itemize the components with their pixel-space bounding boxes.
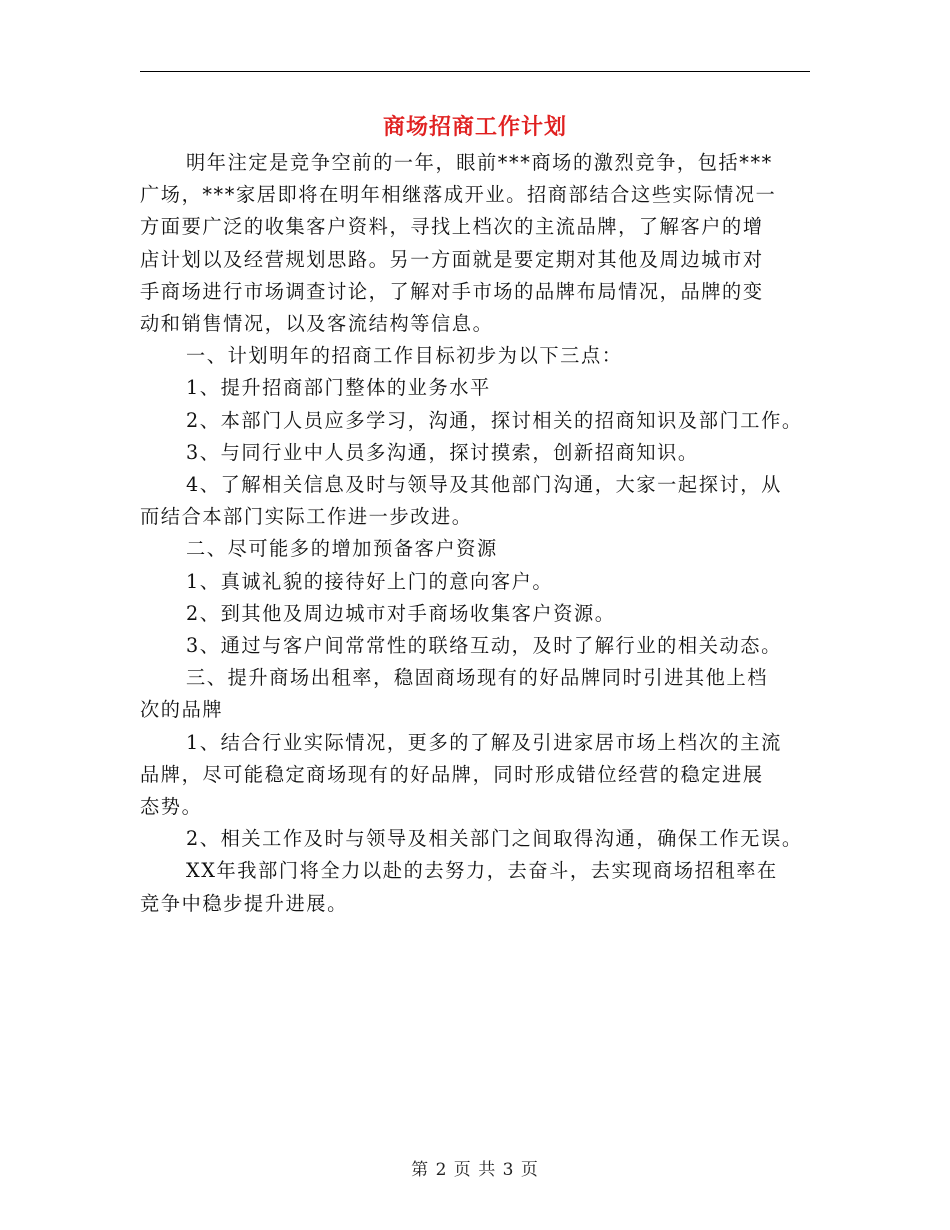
paragraph [140,630,815,662]
paragraph [140,566,815,598]
header-rule [140,71,810,72]
paragraph [140,823,815,855]
paragraph-line: 3、通过与客户间常常性的联络互动，及时了解行业的相关动态。 [186,634,782,658]
paragraph-line: 一、计划明年的招商工作目标初步为以下三点： [186,344,623,368]
paragraph-line: 三、提升商场出租率，稳固商场现有的好品牌同时引进其他上档 [186,666,769,690]
paragraph-line: XX年我部门将全力以赴的去努力，去奋斗，去实现商场招租率在 [186,859,778,883]
paragraph [140,469,815,533]
paragraph [140,855,815,919]
page-footer: 第 2 页 共 3 页 [411,1160,539,1180]
paragraph-line: 态势。 [140,795,203,819]
paragraph-line: 次的品牌 [140,698,224,722]
paragraph-line: 而结合本部门实际工作进一步改进。 [140,505,473,529]
paragraph-line: 4、了解相关信息及时与领导及其他部门沟通，大家一起探讨，从 [186,473,782,497]
paragraph-line: 竞争中稳步提升进展。 [140,891,348,915]
paragraph-line: 1、真诚礼貌的接待好上门的意向客户。 [186,569,554,593]
paragraph-line: 动和销售情况，以及客流结构等信息。 [140,312,494,336]
paragraph-line: 1、提升招商部门整体的业务水平 [186,376,491,400]
paragraph [140,598,815,630]
paragraph [140,340,815,372]
paragraph-line: 店计划以及经营规划思路。另一方面就是要定期对其他及周边城市对 [140,247,764,271]
paragraph [140,147,815,340]
paragraph-line: 广场，***家居即将在明年相继落成开业。招商部结合这些实际情况一 [140,183,777,207]
paragraph-line: 手商场进行市场调查讨论，了解对手市场的品牌布局情况，品牌的变 [140,279,764,303]
paragraph-line: 2、到其他及周边城市对手商场收集客户资源。 [186,601,616,625]
paragraph [140,727,815,824]
paragraph [140,372,815,404]
paragraph-line: 1、结合行业实际情况，更多的了解及引进家居市场上档次的主流 [186,730,782,754]
paragraph [140,662,815,726]
paragraph-line: 方面要广泛的收集客户资料，寻找上档次的主流品牌，了解客户的增 [140,215,764,239]
paragraph [140,405,815,437]
paragraph-line: 2、本部门人员应多学习，沟通，探讨相关的招商知识及部门工作。 [186,408,803,432]
paragraph [140,533,815,565]
paragraph-line: 3、与同行业中人员多沟通，探讨摸索，创新招商知识。 [186,440,699,464]
paragraph-line: 2、相关工作及时与领导及相关部门之间取得沟通，确保工作无误。 [186,827,803,851]
document-title: 商场招商工作计划 [382,114,567,140]
paragraph [140,437,815,469]
paragraph-line: 品牌，尽可能稳定商场现有的好品牌，同时形成错位经营的稳定进展 [140,762,764,786]
paragraph-line: 明年注定是竞争空前的一年，眼前***商场的激烈竞争，包括*** [186,151,773,174]
paragraph-line: 二、尽可能多的增加预备客户资源 [186,537,498,561]
document-body [140,147,815,920]
